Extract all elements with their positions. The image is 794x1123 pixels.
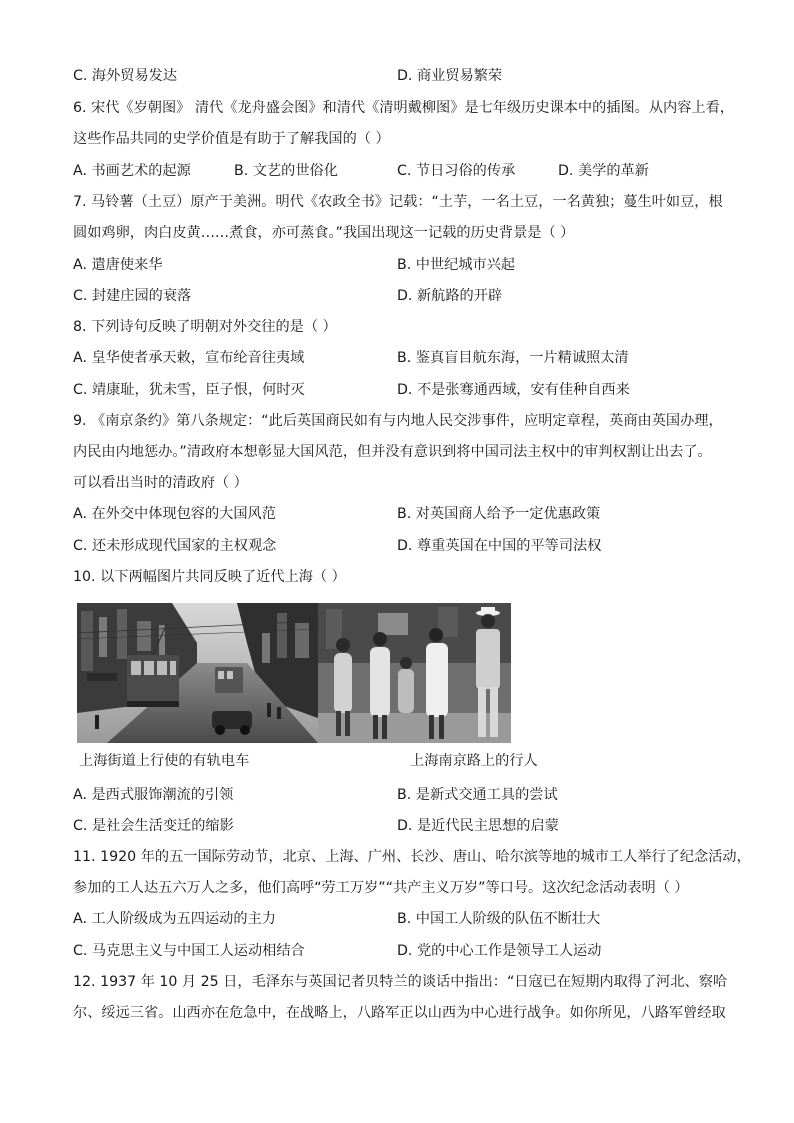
q9-option-c[interactable]: C. 还未形成现代国家的主权观念 — [73, 538, 277, 554]
q8-option-b[interactable]: B. 鉴真盲目航东海，一片精诚照太清 — [397, 350, 629, 366]
q11-option-c[interactable]: C. 马克思主义与中国工人运动相结合 — [73, 943, 305, 959]
q6-option-d[interactable]: D. 美学的革新 — [558, 163, 649, 179]
q6-option-b[interactable]: B. 文艺的世俗化 — [234, 163, 338, 179]
q9-option-d[interactable]: D. 尊重英国在中国的平等司法权 — [397, 538, 602, 554]
nanjing-road-pedestrians-photo — [318, 603, 511, 743]
q11-stem-line1: 11. 1920 年的五一国际劳动节，北京、上海、广州、长沙、唐山、哈尔滨等地的城市工人举行了纪念活动， — [73, 849, 751, 865]
q11-option-b[interactable]: B. 中国工人阶级的队伍不断壮大 — [397, 911, 601, 927]
q8-option-d[interactable]: D. 不是张骞通西域，安有佳种自西来 — [397, 382, 630, 398]
q6-option-c[interactable]: C. 节日习俗的传承 — [397, 163, 516, 179]
q12-stem-line2: 尔、绥远三省。山西亦在危急中，在战略上，八路军正以山西为中心进行战争。如你所见，八路军曾经取 — [73, 1005, 726, 1021]
q6-stem-line2: 这些作品共同的史学价值是有助于了解我国的（ ） — [73, 131, 390, 147]
q5-option-c[interactable]: C. 海外贸易发达 — [73, 68, 178, 84]
q7-option-c[interactable]: C. 封建庄园的衰落 — [73, 288, 192, 304]
q10-option-b[interactable]: B. 是新式交通工具的尝试 — [397, 787, 558, 803]
q11-option-d[interactable]: D. 党的中心工作是领导工人运动 — [397, 943, 602, 959]
q9-option-b[interactable]: B. 对英国商人给予一定优惠政策 — [397, 506, 601, 522]
q8-option-a[interactable]: A. 皇华使者承天敕，宣布纶音往夷域 — [73, 350, 305, 366]
q8-option-c[interactable]: C. 靖康耻，犹未雪，臣子恨，何时灭 — [73, 382, 305, 398]
q11-stem-line2: 参加的工人达五六万人之多，他们高呼“劳工万岁”“共产主义万岁”等口号。这次纪念活动表明（ ） — [73, 880, 689, 896]
q7-option-d[interactable]: D. 新航路的开辟 — [397, 288, 503, 304]
q11-option-a[interactable]: A. 工人阶级成为五四运动的主力 — [73, 911, 276, 927]
q7-option-b[interactable]: B. 中世纪城市兴起 — [397, 257, 516, 273]
q6-option-a[interactable]: A. 书画艺术的起源 — [73, 163, 191, 179]
q9-stem-line2: 内民由内地惩办。”清政府本想彰显大国风范，但并没有意识到将中国司法主权中的审判权割让出去了。 — [73, 444, 712, 460]
q7-stem-line1: 7. 马铃薯（土豆）原产于美洲。明代《农政全书》记载：“土芋，一名土豆，一名黄独；蔓生叶如豆，根 — [73, 194, 723, 210]
q9-stem-line1: 9. 《南京条约》第八条规定：“此后英国商民如有与内地人民交涉事件，应明定章程，英商由英国办理， — [73, 413, 723, 429]
q9-option-a[interactable]: A. 在外交中体现包容的大国风范 — [73, 506, 276, 522]
q7-option-a[interactable]: A. 遣唐使来华 — [73, 257, 163, 273]
q10-option-c[interactable]: C. 是社会生活变迁的缩影 — [73, 818, 234, 834]
q7-stem-line2: 圆如鸡卵，肉白皮黄……煮食，亦可蒸食。”我国出现这一记载的历史背景是（ ） — [73, 225, 575, 241]
caption-tram-photo: 上海街道上行使的有轨电车 — [79, 753, 250, 769]
tram-street-photo — [77, 603, 318, 743]
q10-option-d[interactable]: D. 是近代民主思想的启蒙 — [397, 818, 559, 834]
q8-stem-line1: 8. 下列诗句反映了明朝对外交往的是（ ） — [73, 319, 337, 335]
q6-stem-line1: 6. 宋代《岁朝图》 清代《龙舟盛会图》和清代《清明戴柳图》是七年级历史课本中的插图。从内容上看， — [73, 100, 734, 116]
q9-stem-line3: 可以看出当时的清政府（ ） — [73, 475, 248, 491]
caption-pedestrians-photo: 上海南京路上的行人 — [410, 753, 538, 769]
q10-option-a[interactable]: A. 是西式服饰潮流的引领 — [73, 787, 234, 803]
q5-option-d[interactable]: D. 商业贸易繁荣 — [397, 68, 503, 84]
q12-stem-line1: 12. 1937 年 10 月 25 日，毛泽东与英国记者贝特兰的谈话中指出：“日寇已在短期内取得了河北、察哈 — [73, 974, 728, 990]
q10-stem-line1: 10. 以下两幅图片共同反映了近代上海（ ） — [73, 569, 346, 585]
